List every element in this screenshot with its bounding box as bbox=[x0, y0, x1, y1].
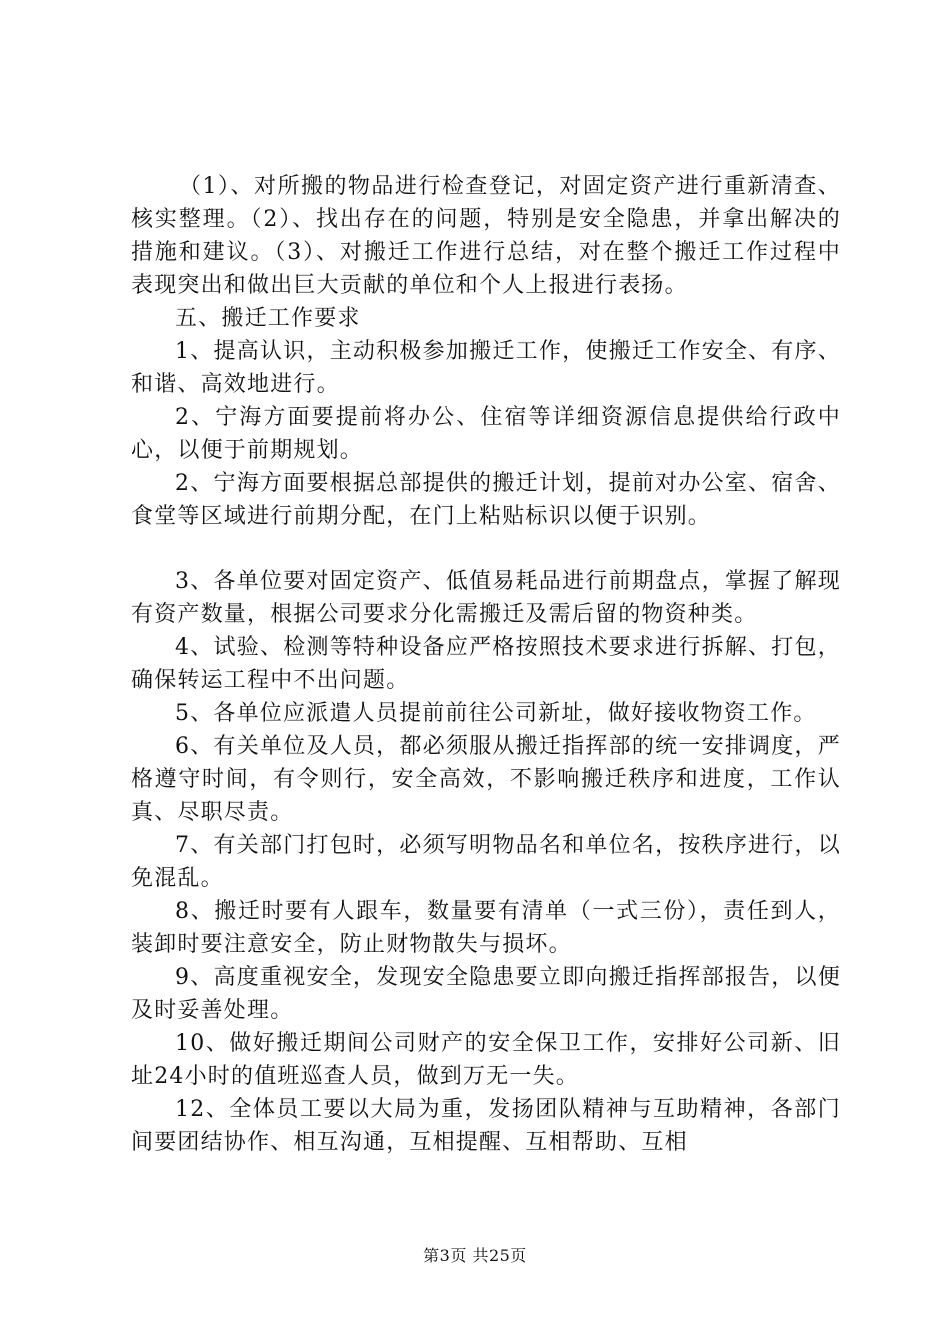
page-number-footer: 第3页 共25页 bbox=[423, 1246, 527, 1265]
document-body bbox=[131, 170, 841, 1159]
section-heading-requirements: 五、搬迁工作要求 bbox=[175, 306, 361, 331]
paragraph-item-10: 10、做好搬迁期间公司财产的安全保卫工作，安排好公司新、旧址24小时的值班巡查人员，做到万无一失。 bbox=[131, 1031, 841, 1089]
paragraph-item-7: 7、有关部门打包时，必须写明物品名和单位名，按秩序进行，以免混乱。 bbox=[131, 833, 841, 891]
paragraph-moving-summary: （1）、对所搬的物品进行检查登记，对固定资产进行重新清查、核实整理。（2）、找出存在的问题，特别是安全隐患，并拿出解决的措施和建议。（3）、对搬迁工作进行总结，对在整个搬迁工作过程中表现突出和做出巨大贡献的单位和个人上报进行表扬。 bbox=[131, 174, 841, 298]
paragraph-item-8: 8、搬迁时要有人跟车，数量要有清单（一式三份），责任到人，装卸时要注意安全，防止财物散失与损坏。 bbox=[131, 899, 841, 957]
paragraph-item-5: 5、各单位应派遣人员提前前往公司新址，做好接收物资工作。 bbox=[175, 701, 817, 726]
paragraph-item-2a: 2、宁海方面要提前将办公、住宿等详细资源信息提供给行政中心，以便于前期规划。 bbox=[131, 405, 841, 463]
paragraph-item-6: 6、有关单位及人员，都必须服从搬迁指挥部的统一安排调度，严格遵守时间，有令则行，安全高效，不影响搬迁秩序和进度，工作认真、尽职尽责。 bbox=[131, 734, 841, 825]
paragraph-item-1: 1、提高认识，主动积极参加搬迁工作，使搬迁工作安全、有序、和谐、高效地进行。 bbox=[131, 339, 841, 397]
paragraph-item-2b: 2、宁海方面要根据总部提供的搬迁计划，提前对办公室、宿舍、食堂等区域进行前期分配，在门上粘贴标识以便于识别。 bbox=[131, 471, 841, 529]
paragraph-item-9: 9、高度重视安全，发现安全隐患要立即向搬迁指挥部报告，以便及时妥善处理。 bbox=[131, 965, 841, 1023]
paragraph-item-12: 12、全体员工要以大局为重，发扬团队精神与互助精神，各部门间要团结协作、相互沟通，互相提醒、互相帮助、互相 bbox=[131, 1097, 841, 1155]
paragraph-item-3: 3、各单位要对固定资产、低值易耗品进行前期盘点，掌握了解现有资产数量，根据公司要求分化需搬迁及需后留的物资种类。 bbox=[131, 569, 841, 627]
paragraph-item-4: 4、试验、检测等特种设备应严格按照技术要求进行拆解、打包，确保转运工程中不出问题。 bbox=[131, 635, 841, 693]
